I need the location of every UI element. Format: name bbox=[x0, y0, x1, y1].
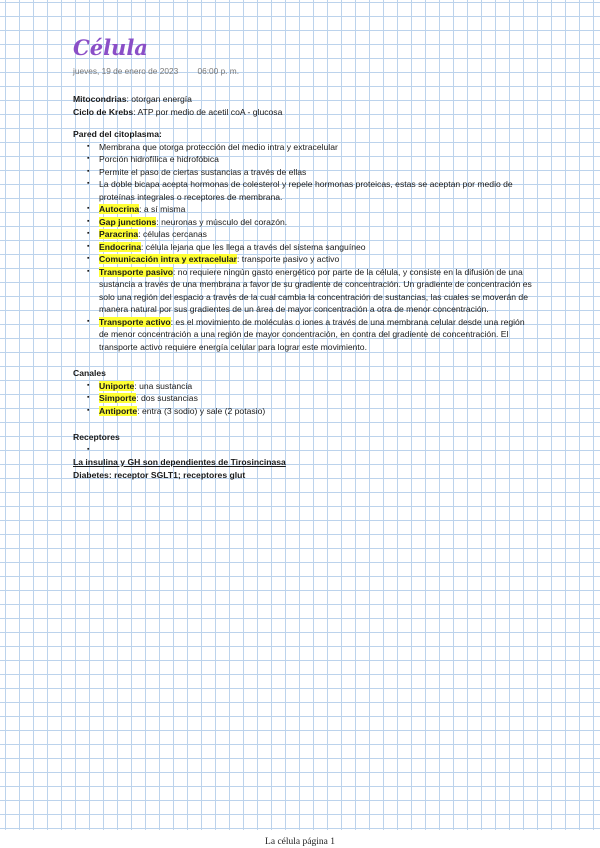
list-item: ▪ Uniporte: una sustancia bbox=[99, 380, 533, 393]
list-item: ▪ Membrana que otorga protección del medio intra y extracelular bbox=[99, 141, 533, 154]
highlight-term: Transporte activo bbox=[99, 316, 171, 327]
highlight-term: Simporte bbox=[99, 393, 137, 403]
page-meta bbox=[73, 65, 533, 77]
section-heading-pared: Pared del citoplasma: bbox=[73, 129, 162, 139]
section-heading-canales: Canales bbox=[73, 368, 106, 378]
list-item: ▪ Comunicación intra y extracelular: transporte pasivo y activo bbox=[99, 253, 533, 266]
intro-krebs bbox=[73, 106, 533, 119]
page-footer: La célula página 1 bbox=[265, 837, 335, 847]
list-item: ▪ La doble bicapa acepta hormonas de colesterol y repele hormonas proteicas, estas se aceptan por medio de proteínas integrales o receptores de membrana. bbox=[99, 178, 533, 203]
list-item bbox=[99, 444, 533, 457]
canales-list bbox=[73, 380, 533, 418]
intro-label: Ciclo de Krebs bbox=[73, 106, 134, 117]
list-item: ▪ Autocrina: a sí misma bbox=[99, 203, 533, 216]
receptores-list bbox=[73, 444, 533, 457]
list-item: ▪ Permite el paso de ciertas sustancias a través de ellas bbox=[99, 166, 533, 179]
intro-text: : ATP por medio de acetil coA - glucosa bbox=[133, 106, 283, 117]
note-content bbox=[73, 36, 533, 481]
note-diabetes: Diabetes: receptor SGLT1; receptores glut bbox=[73, 469, 246, 480]
list-item: ▪ Porción hidrofílica e hidrofóbica bbox=[99, 153, 533, 166]
intro-label: Mitocondrias bbox=[73, 94, 127, 104]
highlight-term: Autocrina bbox=[99, 204, 140, 214]
pared-list bbox=[73, 141, 533, 354]
list-item: ▪ Gap junctions: neuronas y músculo del corazón. bbox=[99, 216, 533, 229]
highlight-term: Antiporte bbox=[99, 405, 138, 416]
highlight-term: Comunicación intra y extracelular bbox=[99, 254, 238, 264]
highlight-term: Transporte pasivo bbox=[99, 266, 174, 277]
page-time: 06:00 p. m. bbox=[197, 66, 240, 76]
intro-mitocondrias bbox=[73, 93, 533, 106]
list-item: ▪ Transporte pasivo: no requiere ningún gasto energético por parte de la célula, y consiste en la difusión de una sustancia a través de una membrana a favor de su gradiente de concentración. Un gradiente de concentración es solo una región del espacio a través de la cual cambia la concentración de sustancias, las cuales se moverán de manera natural por sus gradientes de un área de mayor concentración a otra de menor concentración. bbox=[99, 266, 533, 316]
highlight-term: Gap junctions bbox=[99, 216, 157, 227]
section-heading-receptores: Receptores bbox=[73, 432, 120, 442]
list-item: ▪ Endocrina: célula lejana que les llega a través del sistema sanguíneo bbox=[99, 241, 533, 254]
highlight-term: Paracrina bbox=[99, 229, 139, 239]
list-item: ▪ Antiporte: entra (3 sodio) y sale (2 potasio) bbox=[99, 405, 533, 418]
list-item: ▪ Transporte activo: es el movimiento de moléculas o iones a través de una membrana celular desde una región de menor concentración a una región de mayor concentración, en contra del gradiente de concentración. El transporte activo requiere energía celular para lograr este movimiento. bbox=[99, 316, 533, 354]
note-insulina: La insulina y GH son dependientes de Tirosincinasa bbox=[73, 457, 286, 467]
highlight-term: Endocrina bbox=[99, 241, 142, 252]
highlight-term: Uniporte bbox=[99, 380, 135, 391]
list-item: ▪ Simporte: dos sustancias bbox=[99, 392, 533, 405]
page-title: Célula bbox=[73, 35, 148, 60]
list-item: ▪ Paracrina: células cercanas bbox=[99, 228, 533, 241]
intro-text: : otorgan energía bbox=[126, 94, 192, 104]
page-date: jueves, 19 de enero de 2023 bbox=[73, 66, 179, 76]
